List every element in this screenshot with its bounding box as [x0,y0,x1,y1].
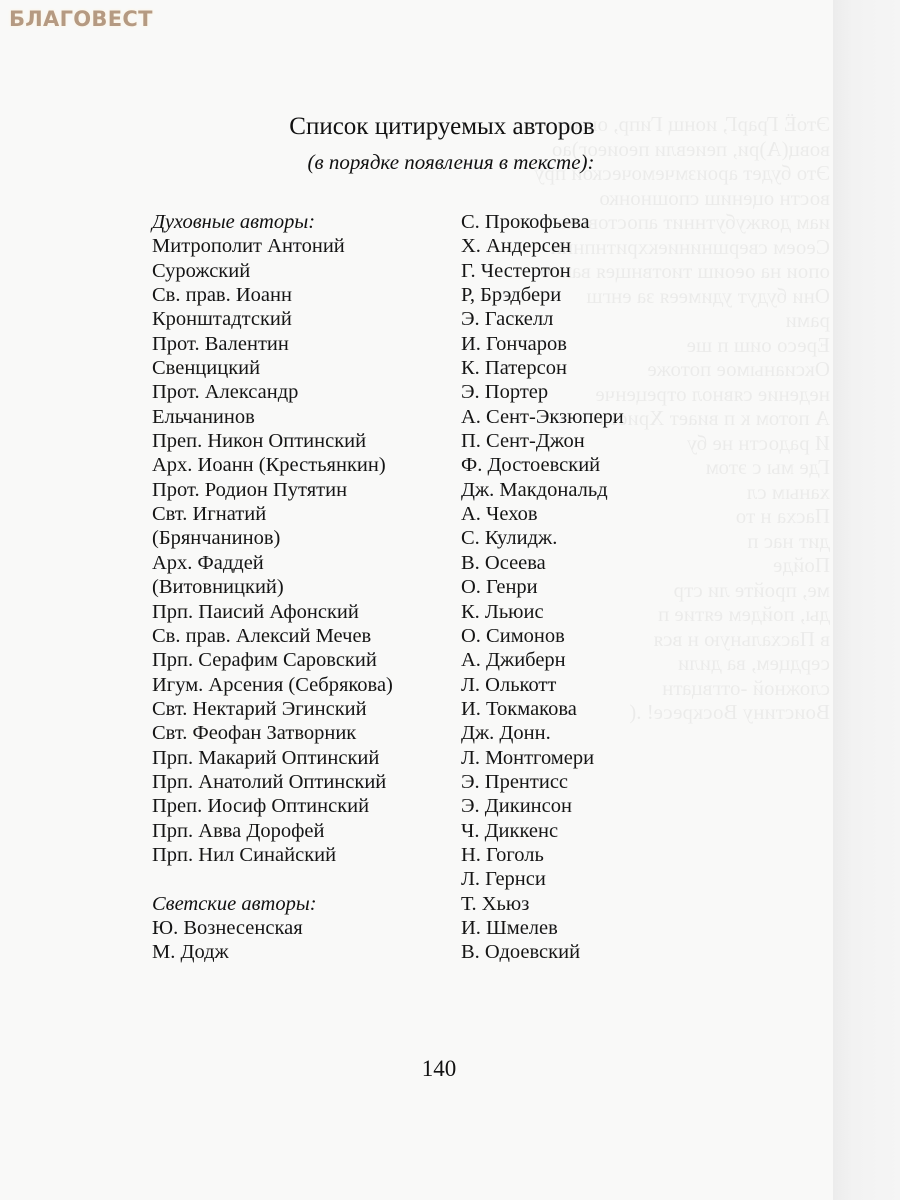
list-item: Ю. Вознесенская [152,916,303,939]
list-item: Преп. Иосиф Оптинский [152,795,370,818]
page-title: Список цитируемых авторов [289,113,595,140]
list-item: Э. Прентисс [461,770,569,793]
list-item: Р, Брэдбери [461,284,562,307]
list-item: В. Осеева [461,551,546,574]
page-number: 140 [421,1056,457,1081]
list-item: Прот. Александр [152,381,299,404]
list-item: Л. Монтгомери [461,746,595,769]
list-item: (Брянчанинов) [152,527,281,550]
list-item: Н. Гоголь [461,843,544,866]
list-item: Арх. Фаддей [152,551,264,574]
list-item: Свт. Феофан Затворник [152,722,357,745]
list-item: Т. Хьюз [461,892,530,915]
list-item: Дж. Макдональд [461,478,608,501]
list-item: Э. Портер [461,381,549,404]
list-item: Ельчанинов [152,405,255,428]
list-item: А. Чехов [461,503,538,526]
section-heading-secular: Светские авторы: [152,892,317,915]
list-item: Прп. Серафим Саровский [152,649,377,672]
list-item: Дж. Донн. [461,722,551,745]
list-item: П. Сент-Джон [461,430,585,453]
list-item: С. Кулидж. [461,527,558,550]
list-item: Х. Андерсен [461,235,572,258]
list-item: Прп. Авва Дорофей [152,819,325,842]
section-heading-spiritual: Духовные авторы: [152,211,316,233]
list-item: О. Генри [461,576,538,599]
list-item: Прот. Валентин [152,332,289,355]
list-item: Л. Гернси [461,868,546,891]
list-item: Св. прав. Иоанн [152,284,292,307]
section-spacer [152,867,452,891]
list-item: А. Сент-Экзюпери [461,405,624,428]
list-item: Св. прав. Алексий Мечев [152,624,372,647]
list-item: Ф. Достоевский [461,454,601,477]
page-subtitle: (в порядке появления в тексте): [307,150,595,174]
list-item: Э. Гаскелл [461,308,554,331]
list-item: Прот. Родион Путятин [152,478,348,501]
list-item: Сурожский [152,259,251,282]
list-item: И. Шмелев [461,916,558,939]
list-item: И. Токмакова [461,697,577,720]
list-item: Свт. Нектарий Эгинский [152,697,367,720]
list-item: С. Прокофьева [461,211,590,233]
list-item: К. Патерсон [461,357,567,380]
list-item: Прп. Анатолий Оптинский [152,770,387,793]
list-item: В. Одоевский [461,941,581,964]
list-item: Прп. Нил Синайский [152,843,337,866]
list-item: Ч. Диккенс [461,819,559,842]
watermark-logo: БЛАГОВЕСТ [9,7,153,31]
list-item: Э. Дикинсон [461,795,572,818]
list-item: (Витовницкий) [152,576,284,599]
list-item: А. Джиберн [461,649,566,672]
list-item: Арх. Иоанн (Крестьянкин) [152,454,386,477]
list-item: Свт. Игнатий [152,503,267,526]
list-item: М. Додж [152,941,229,964]
list-item: Игум. Арсения (Себрякова) [152,673,393,696]
list-item: К. Льюис [461,600,544,623]
list-item: Свенцицкий [152,357,261,380]
list-item: Кронштадтский [152,308,292,331]
list-item: Л. Олькотт [461,673,557,696]
authors-right-column [461,210,691,965]
list-item: Прп. Макарий Оптинский [152,746,380,769]
list-item: Преп. Никон Оптинский [152,430,367,453]
authors-left-column [152,210,452,965]
list-item: О. Симонов [461,624,565,647]
list-item: И. Гончаров [461,332,567,355]
list-item: Митрополит Антоний [152,235,345,258]
page-edge-shadow [833,0,900,1200]
list-item: Г. Честертон [461,259,571,282]
list-item: Прп. Паисий Афонский [152,600,359,623]
